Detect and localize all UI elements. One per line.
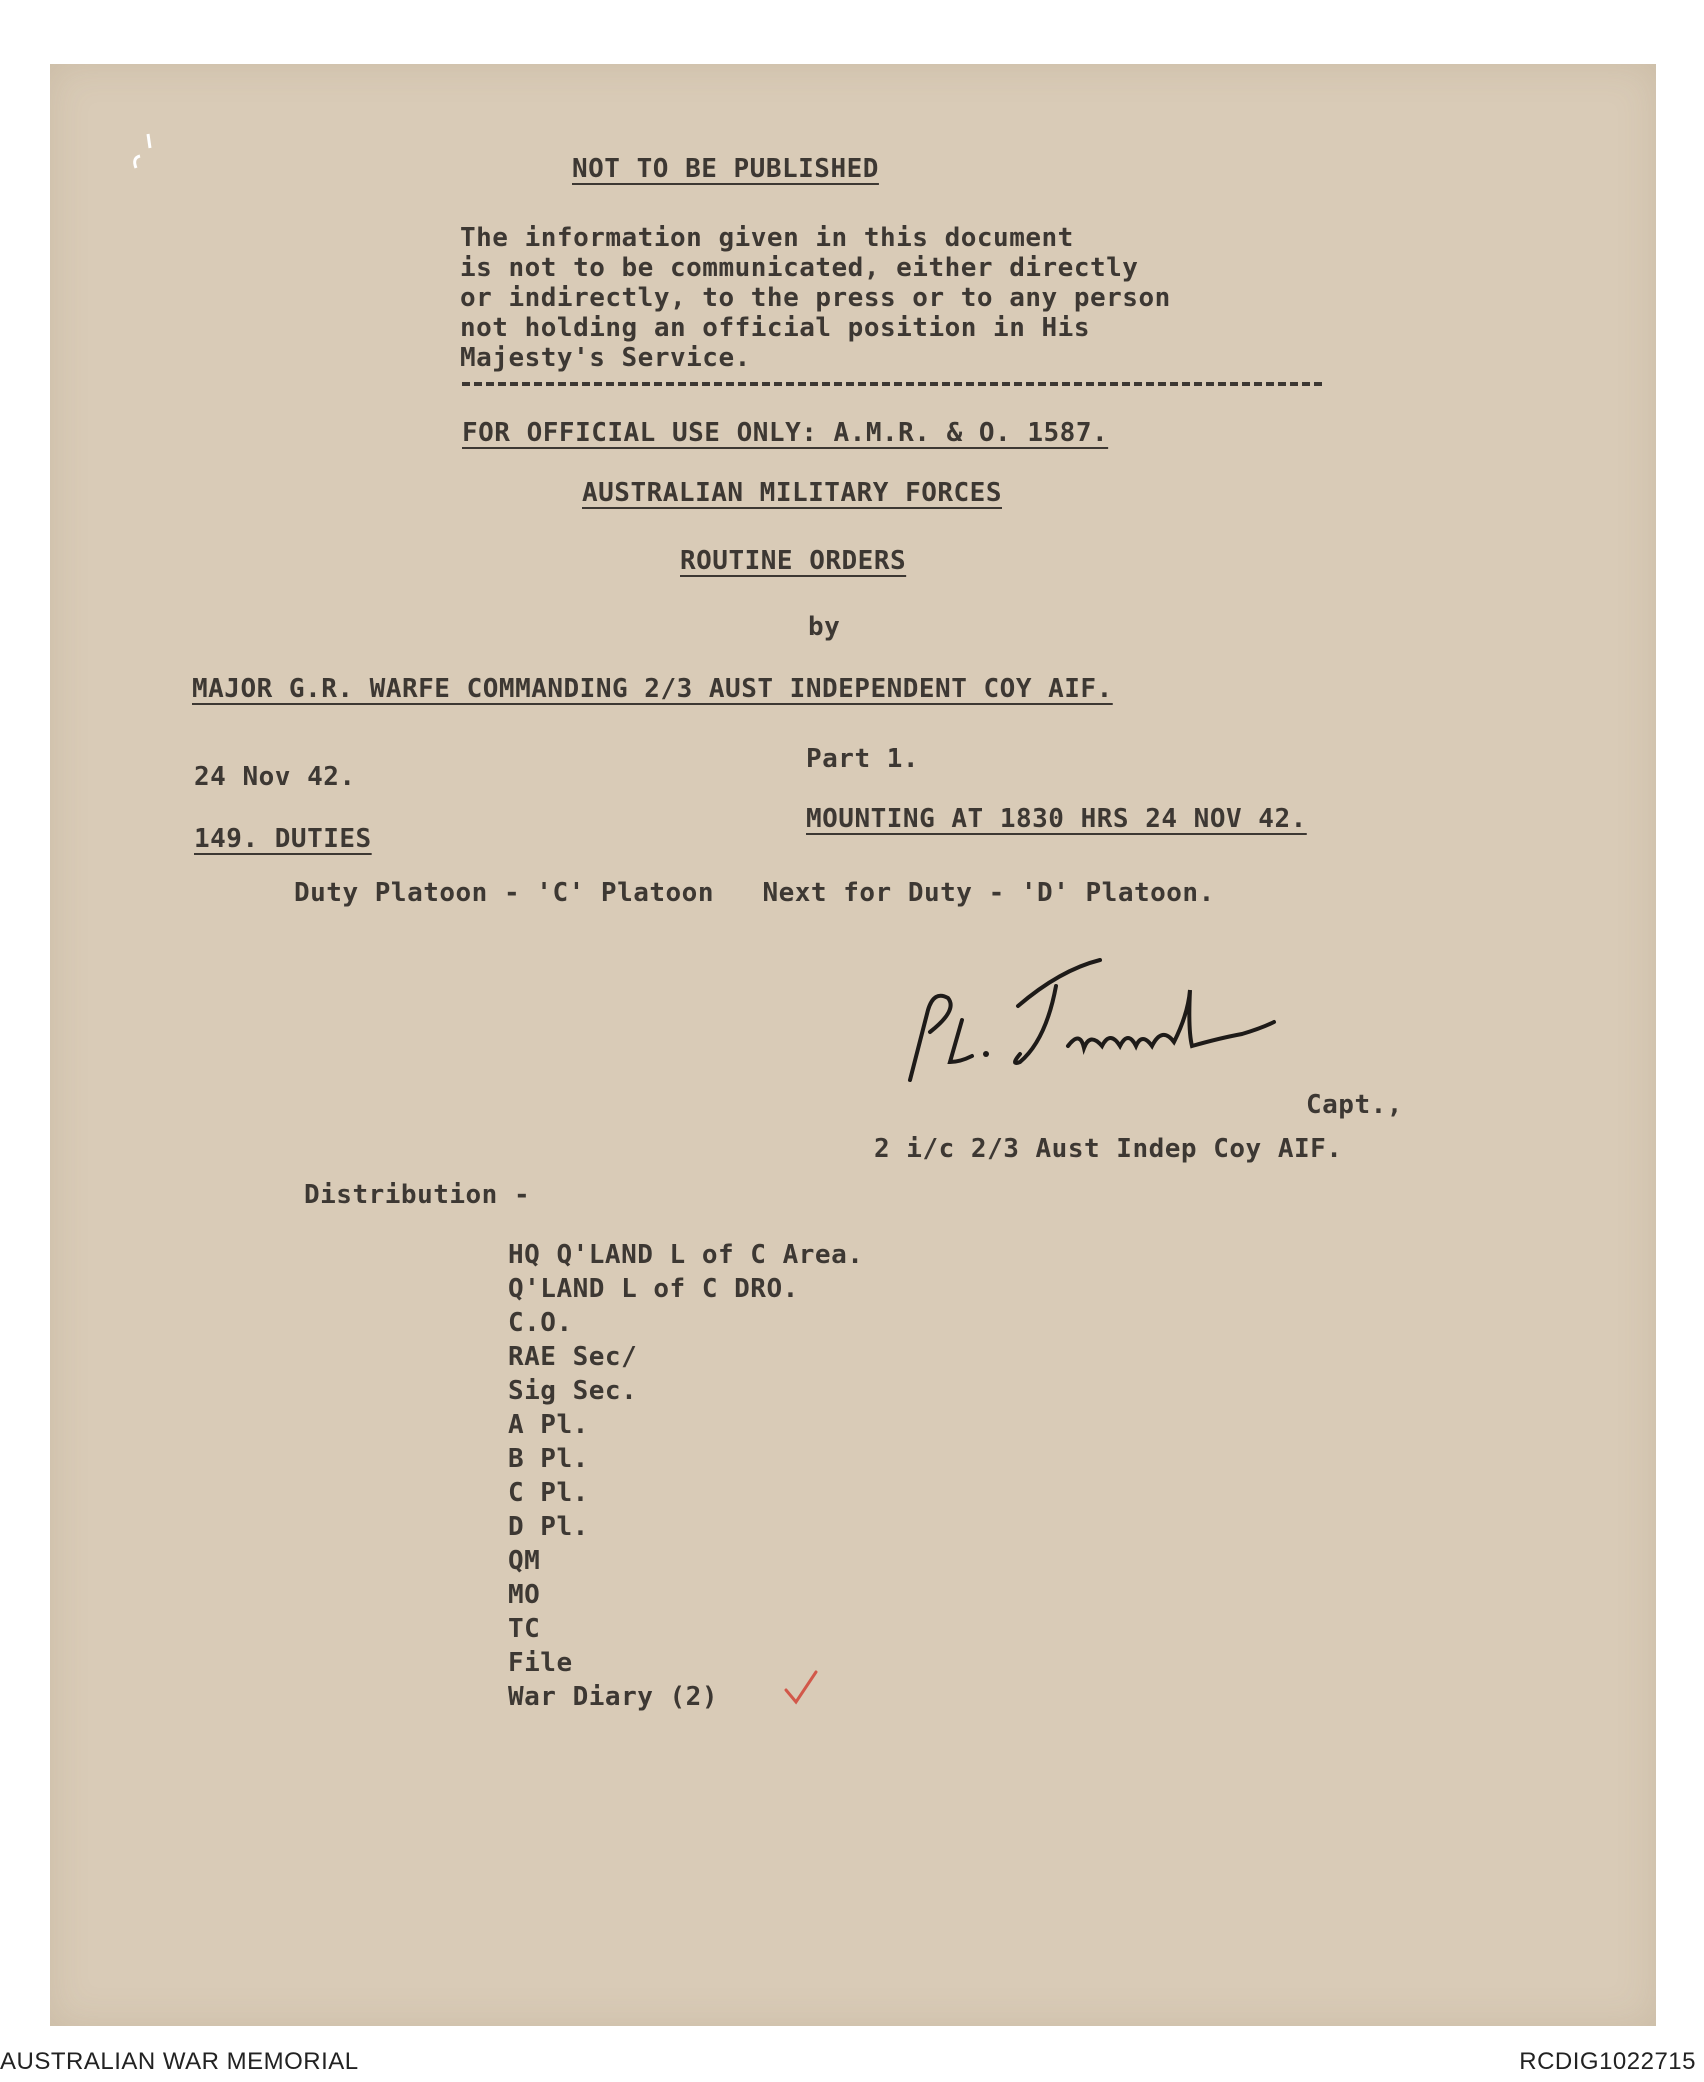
distribution-item: Q'LAND L of C DRO.: [508, 1274, 799, 1304]
notice-line-5: Majesty's Service.: [460, 343, 751, 373]
document-page: [50, 64, 1656, 2026]
notice-line-4: not holding an official position in His: [460, 313, 1090, 343]
separator-dashes: [462, 382, 1322, 386]
heading-not-to-be-published: NOT TO BE PUBLISHED: [572, 154, 879, 184]
distribution-item: War Diary (2): [508, 1682, 718, 1712]
distribution-item: A Pl.: [508, 1410, 589, 1440]
distribution-item: MO: [508, 1580, 541, 1610]
signatory-unit: 2 i/c 2/3 Aust Indep Coy AIF.: [874, 1134, 1343, 1164]
footer-archive-name: AUSTRALIAN WAR MEMORIAL: [0, 2048, 359, 2075]
distribution-item: D Pl.: [508, 1512, 589, 1542]
distribution-item: B Pl.: [508, 1444, 589, 1474]
distribution-item: QM: [508, 1546, 541, 1576]
distribution-item: RAE Sec/: [508, 1342, 638, 1372]
distribution-item: C.O.: [508, 1308, 573, 1338]
section-duties: 149. DUTIES: [194, 824, 372, 854]
red-check-mark-icon: [782, 1668, 822, 1708]
signatory-rank: Capt.,: [1306, 1090, 1403, 1120]
notice-line-3: or indirectly, to the press or to any person: [460, 283, 1171, 313]
routine-orders-heading: ROUTINE ORDERS: [680, 546, 907, 576]
distribution-item: C Pl.: [508, 1478, 589, 1508]
distribution-item: HQ Q'LAND L of C Area.: [508, 1240, 864, 1270]
paper-mark-icon: [128, 128, 168, 188]
footer-record-id: RCDIG1022715: [1519, 2048, 1696, 2075]
distribution-item: File: [508, 1648, 573, 1678]
official-use-line: FOR OFFICIAL USE ONLY: A.M.R. & O. 1587.: [462, 418, 1109, 448]
by-line: by: [808, 612, 841, 642]
notice-line-2: is not to be communicated, either directly: [460, 253, 1139, 283]
commander-line: MAJOR G.R. WARFE COMMANDING 2/3 AUST INDEPENDENT COY AIF.: [192, 674, 1113, 704]
order-date: 24 Nov 42.: [194, 762, 356, 792]
forces-heading: AUSTRALIAN MILITARY FORCES: [582, 478, 1002, 508]
distribution-item: TC: [508, 1614, 541, 1644]
signature-icon: [870, 950, 1340, 1100]
notice-line-1: The information given in this document: [460, 223, 1074, 253]
part-number: Part 1.: [806, 744, 920, 774]
mounting-line: MOUNTING AT 1830 HRS 24 NOV 42.: [806, 804, 1307, 834]
duty-platoon-line: Duty Platoon - 'C' Platoon Next for Duty - 'D' Platoon.: [294, 878, 1215, 908]
distribution-item: Sig Sec.: [508, 1376, 638, 1406]
distribution-label: Distribution -: [304, 1180, 531, 1210]
